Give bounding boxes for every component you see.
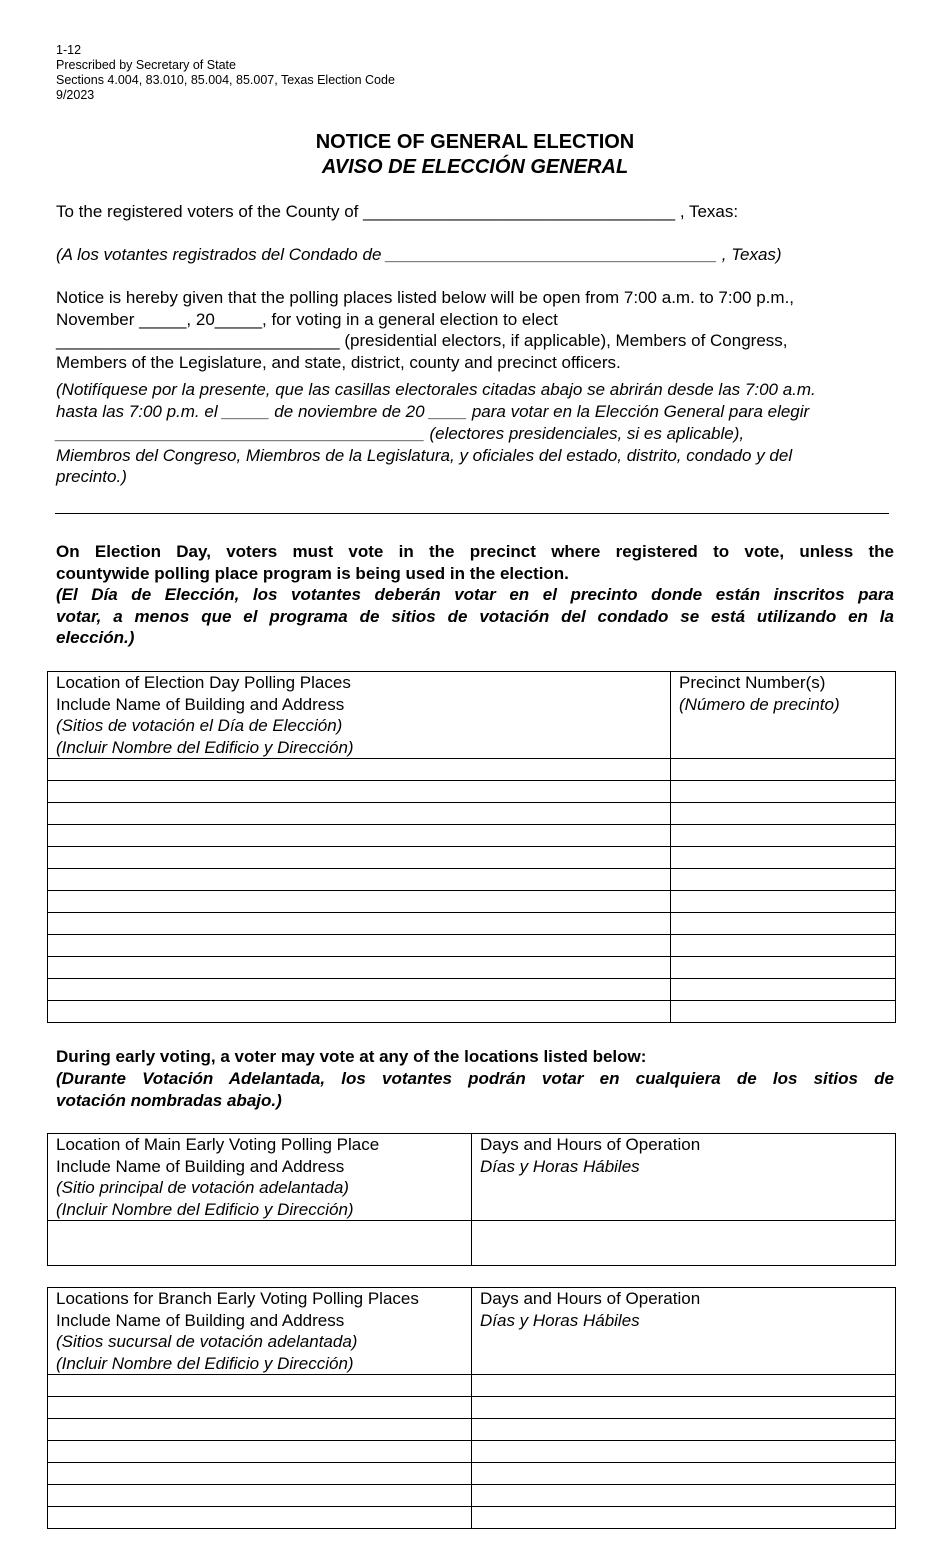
location-cell[interactable] <box>48 759 671 781</box>
location-cell[interactable] <box>48 979 671 1001</box>
salutation-english: To the registered voters of the County of _________________________________ , Texas: <box>56 202 739 221</box>
table-header-row <box>48 1288 896 1375</box>
title-spanish: AVISO DE ELECCIÓN GENERAL <box>321 156 629 178</box>
branch-hours-column-header: Days and Hours of Operation Días y Horas Hábiles <box>472 1288 896 1375</box>
branch-hours-cell[interactable] <box>472 1463 896 1485</box>
table-row <box>48 1397 896 1419</box>
notice-english-line: Notice is hereby given that the polling places listed below will be open from 7:00 a.m. to 7:00 p.m., <box>56 288 795 307</box>
branch-early-voting-table <box>47 1287 896 1529</box>
branch-location-column-header: Locations for Branch Early Voting Polling Places Include Name of Building and Address (Sitios sucursal de votación adelantada) (Incluir Nombre del Edificio y Dirección) <box>48 1288 472 1375</box>
location-cell[interactable] <box>48 869 671 891</box>
table-row <box>48 1221 896 1266</box>
branch-location-cell[interactable] <box>48 1507 472 1529</box>
precinct-cell[interactable] <box>671 913 896 935</box>
election-day-table <box>47 671 896 1023</box>
table-row <box>48 1507 896 1529</box>
notice-spanish-line: hasta las 7:00 p.m. el _____ de noviembre de 20 ____ para votar en la Elección General para elegir <box>56 402 810 421</box>
main-hours-cell[interactable] <box>472 1221 896 1266</box>
location-cell[interactable] <box>48 803 671 825</box>
election-day-english-line: countywide polling place program is being used in the election. <box>56 563 569 583</box>
notice-english-line: Members of the Legislature, and state, district, county and precinct officers. <box>56 352 621 372</box>
branch-location-cell[interactable] <box>48 1397 472 1419</box>
table-row <box>48 1485 896 1507</box>
main-hours-column-header: Days and Hours of Operation Días y Horas Hábiles <box>472 1134 896 1221</box>
precinct-cell[interactable] <box>671 1001 896 1023</box>
form-number: 1-12 <box>56 43 82 57</box>
location-cell[interactable] <box>48 781 671 803</box>
branch-location-cell[interactable] <box>48 1485 472 1507</box>
location-column-header: Location of Election Day Polling Places Include Name of Building and Address (Sitios de votación el Día de Elección) (Incluir Nombre del Edificio y Dirección) <box>48 672 671 759</box>
table-row <box>48 759 896 781</box>
location-cell[interactable] <box>48 957 671 979</box>
table-row <box>48 825 896 847</box>
location-cell[interactable] <box>48 847 671 869</box>
location-cell[interactable] <box>48 913 671 935</box>
branch-location-cell[interactable] <box>48 1463 472 1485</box>
table-row <box>48 1001 896 1023</box>
election-day-english-line: On Election Day, voters must vote in the precinct where registered to vote, unless the <box>56 542 894 561</box>
precinct-cell[interactable] <box>671 847 896 869</box>
form-header <box>56 43 395 103</box>
prescribed-by: Prescribed by Secretary of State <box>56 58 236 72</box>
early-voting-spanish-line: votación nombradas abajo.) <box>56 1091 282 1110</box>
branch-location-cell[interactable] <box>48 1375 472 1397</box>
precinct-cell[interactable] <box>671 935 896 957</box>
title-english: NOTICE OF GENERAL ELECTION <box>315 131 635 153</box>
early-voting-english: During early voting, a voter may vote at any of the locations listed below: <box>56 1047 647 1066</box>
branch-location-cell[interactable] <box>48 1441 472 1463</box>
branch-hours-cell[interactable] <box>472 1441 896 1463</box>
notice-english-line: ______________________________ (presidential electors, if applicable), Members of Congress, <box>56 331 788 350</box>
election-day-spanish-line: votar, a menos que el programa de sitios de votación del condado se está utilizando en la <box>56 606 894 626</box>
branch-hours-cell[interactable] <box>472 1397 896 1419</box>
precinct-cell[interactable] <box>671 781 896 803</box>
table-row <box>48 781 896 803</box>
form-date: 9/2023 <box>56 88 95 102</box>
location-cell[interactable] <box>48 891 671 913</box>
location-cell[interactable] <box>48 1001 671 1023</box>
notice-spanish-line: (Notifíquese por la presente, que las casillas electorales citadas abajo se abrirán desde las 7:00 a.m. <box>56 380 816 399</box>
table-row <box>48 1441 896 1463</box>
table-row <box>48 891 896 913</box>
salutation-spanish: (A los votantes registrados del Condado de ___________________________________ , Texas) <box>56 245 782 264</box>
table-row <box>48 1419 896 1441</box>
table-row <box>48 803 896 825</box>
precinct-cell[interactable] <box>671 957 896 979</box>
branch-hours-cell[interactable] <box>472 1507 896 1529</box>
precinct-column-header: Precinct Number(s) (Número de precinto) <box>671 672 896 759</box>
location-cell[interactable] <box>48 825 671 847</box>
table-row <box>48 1463 896 1485</box>
table-row <box>48 935 896 957</box>
notice-spanish-line: _______________________________________ (electores presidenciales, si es aplicable), <box>56 424 745 443</box>
main-location-cell[interactable] <box>48 1221 472 1266</box>
election-day-spanish-line: (El Día de Elección, los votantes deberán votar en el precinto donde están inscritos para <box>56 585 894 604</box>
precinct-cell[interactable] <box>671 825 896 847</box>
precinct-cell[interactable] <box>671 759 896 781</box>
table-header-row <box>48 672 896 759</box>
precinct-cell[interactable] <box>671 869 896 891</box>
precinct-cell[interactable] <box>671 891 896 913</box>
table-row <box>48 869 896 891</box>
code-sections: Sections 4.004, 83.010, 85.004, 85.007, Texas Election Code <box>56 73 395 87</box>
notice-spanish-line: Miembros del Congreso, Miembros de la Legislatura, y oficiales del estado, distrito, condado y del <box>56 445 793 465</box>
branch-hours-cell[interactable] <box>472 1419 896 1441</box>
main-location-column-header: Location of Main Early Voting Polling Place Include Name of Building and Address (Sitio principal de votación adelantada) (Incluir Nombre del Edificio y Dirección) <box>48 1134 472 1221</box>
separator-line <box>55 513 889 514</box>
election-day-spanish-line: elección.) <box>56 628 135 647</box>
notice-spanish-line: precinto.) <box>56 467 127 486</box>
branch-hours-cell[interactable] <box>472 1485 896 1507</box>
table-row <box>48 957 896 979</box>
notice-english-line: November _____, 20_____, for voting in a general election to elect <box>56 309 558 329</box>
early-voting-spanish-line: (Durante Votación Adelantada, los votantes podrán votar en cualquiera de los sitios de <box>56 1069 894 1088</box>
main-early-voting-table <box>47 1133 896 1266</box>
table-row <box>48 913 896 935</box>
table-row <box>48 979 896 1001</box>
branch-hours-cell[interactable] <box>472 1375 896 1397</box>
table-header-row <box>48 1134 896 1221</box>
precinct-cell[interactable] <box>671 803 896 825</box>
branch-location-cell[interactable] <box>48 1419 472 1441</box>
precinct-cell[interactable] <box>671 979 896 1001</box>
table-row <box>48 847 896 869</box>
location-cell[interactable] <box>48 935 671 957</box>
table-row <box>48 1375 896 1397</box>
